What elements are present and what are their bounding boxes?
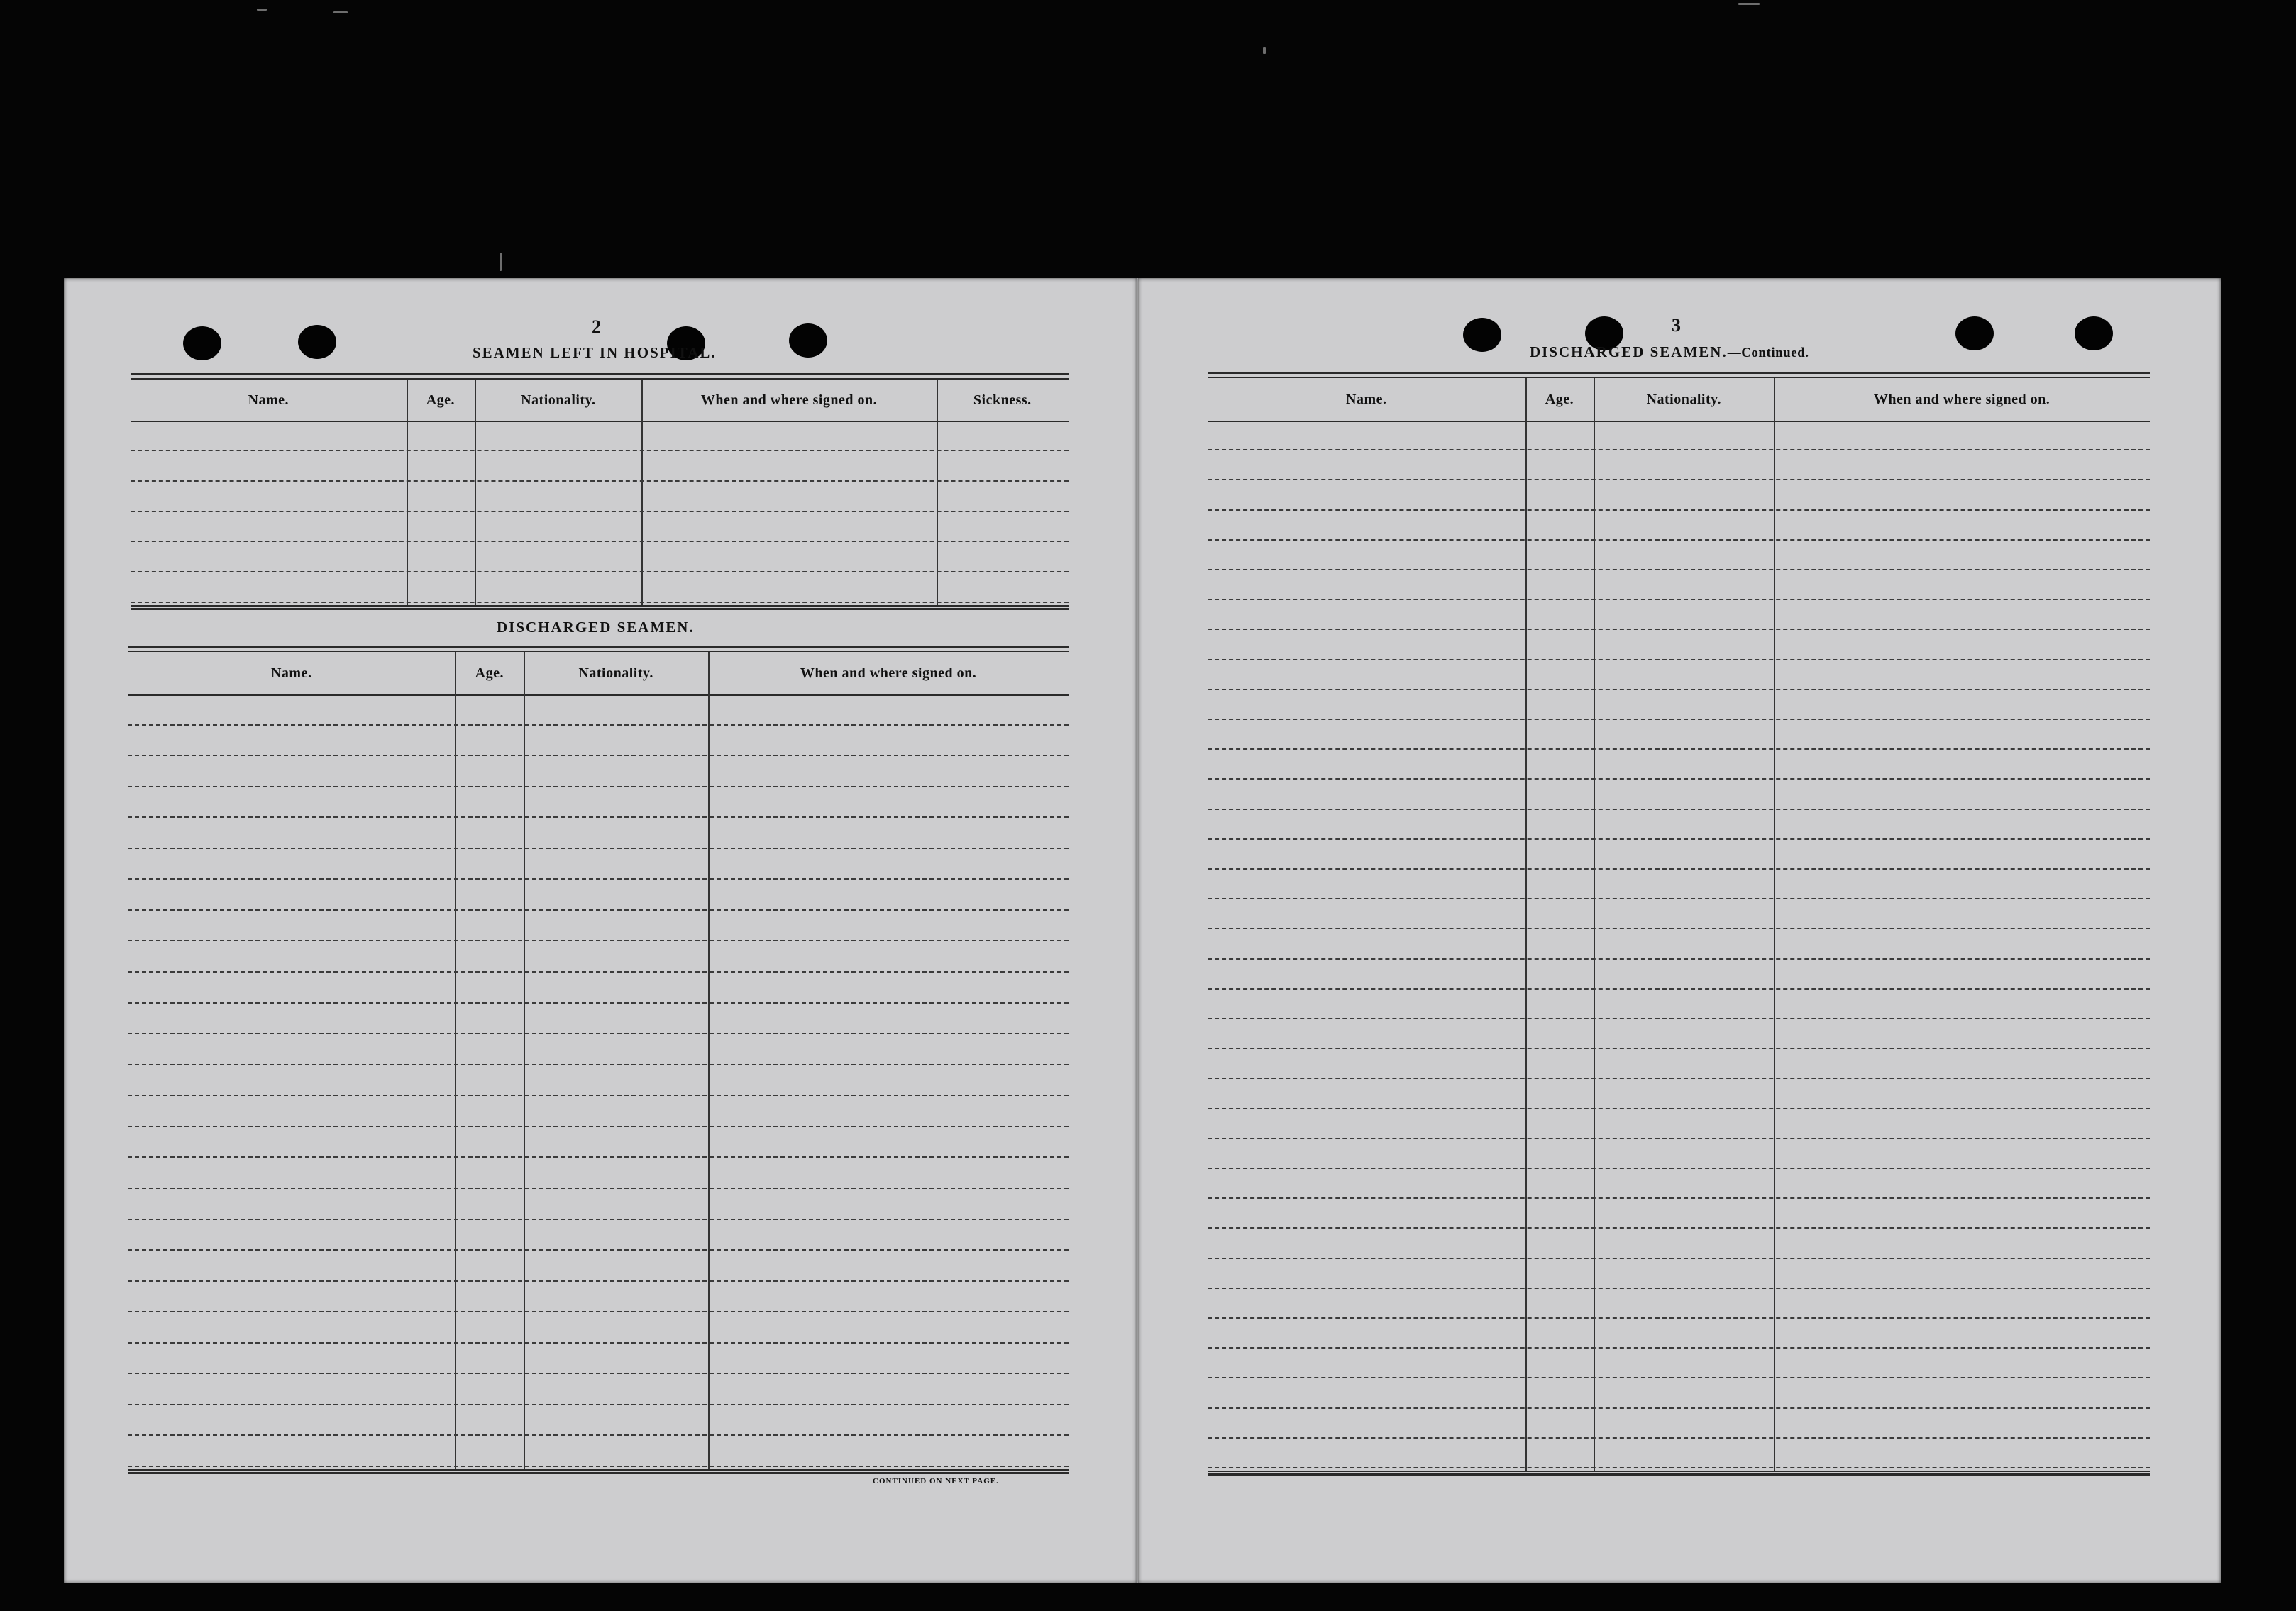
row-line [1208,1138,2150,1139]
hospital-table [131,373,1069,610]
punch-hole [789,323,827,358]
table-bottom-rule [1208,1471,2150,1476]
table-header-row [128,652,1069,696]
row-line [128,786,1069,787]
row-line [1208,599,2150,600]
title-suffix: —Continued. [1727,345,1809,360]
row-line [128,1064,1069,1065]
discharged-continued-title [1530,343,1809,361]
column-header-nationality: Nationality. [521,392,596,408]
row-line [1208,449,2150,450]
scan-speck [333,11,348,13]
row-line [128,971,1069,973]
row-line [1208,1078,2150,1079]
row-line [128,1156,1069,1158]
row-line [1208,898,2150,899]
table-top-rule [131,373,1069,380]
row-line [1208,1048,2150,1049]
discharged-section-title: DISCHARGED SEAMEN. [497,619,695,636]
row-line [1208,1018,2150,1019]
row-line [128,1188,1069,1189]
row-line [1208,1258,2150,1259]
row-line [1208,838,2150,840]
table-top-rule [1208,372,2150,378]
row-line [1208,1467,2150,1468]
row-line [1208,1227,2150,1229]
table-bottom-rule [128,1469,1069,1474]
column-header-name: Name. [270,665,312,681]
column-divider [1525,378,1527,1472]
column-header-age: Age. [1545,391,1574,407]
row-line [131,541,1069,542]
row-line [128,1219,1069,1220]
column-header-age: Age. [475,665,504,681]
punch-hole [1463,318,1501,352]
row-line [1208,1288,2150,1289]
row-line [1208,1108,2150,1109]
row-line [128,1280,1069,1282]
row-line [131,602,1069,603]
row-line [1208,748,2150,750]
scan-speck [257,9,267,11]
discharged-continued-table [1208,372,2150,1476]
row-line [131,450,1069,451]
row-line [128,724,1069,726]
row-line [1208,1347,2150,1349]
row-line [128,1095,1069,1096]
page-number: 2 [592,316,602,337]
column-header-name: Name. [248,392,289,408]
row-line [128,878,1069,880]
row-line [128,1249,1069,1251]
row-line [1208,569,2150,570]
row-line [128,1434,1069,1436]
row-line [1208,928,2150,929]
row-line [131,571,1069,572]
row-line [1208,539,2150,541]
title-main: DISCHARGED SEAMEN. [1530,343,1728,360]
row-line [131,511,1069,512]
column-header-sickness: Sickness. [973,392,1032,408]
row-line [128,755,1069,756]
row-line [128,909,1069,911]
row-line [131,480,1069,482]
hospital-section-title: SEAMEN LEFT IN HOSPITAL. [473,344,717,361]
column-header-nationality: Nationality. [1646,391,1722,407]
table-header-row [1208,378,2150,422]
punch-hole [1955,316,1994,350]
row-line [128,940,1069,941]
column-divider [1594,378,1595,1472]
column-header-when-and-where-signed-on: When and where signed on. [800,665,977,681]
continued-note: CONTINUED ON NEXT PAGE. [873,1477,999,1485]
row-line [128,1002,1069,1004]
row-line [1208,629,2150,630]
row-line [1208,689,2150,690]
row-line [128,1466,1069,1467]
discharged-table [128,646,1069,1474]
row-line [1208,868,2150,870]
row-line [1208,778,2150,780]
row-line [128,1311,1069,1312]
punch-hole [298,325,336,359]
row-line [1208,1437,2150,1439]
table-top-rule [128,646,1069,652]
column-divider [708,652,710,1471]
column-divider [455,652,456,1471]
row-line [128,1342,1069,1344]
scan-speck [500,253,502,271]
row-line [128,848,1069,849]
row-line [1208,1407,2150,1409]
row-line [1208,1168,2150,1169]
column-header-nationality: Nationality. [578,665,653,681]
column-header-when-and-where-signed-on: When and where signed on. [700,392,878,408]
column-divider [1774,378,1775,1472]
column-header-age: Age. [426,392,456,408]
row-line [1208,1317,2150,1319]
row-line [1208,1377,2150,1378]
row-line [1208,988,2150,990]
row-line [1208,659,2150,660]
row-line [128,1126,1069,1127]
punch-hole [2075,316,2113,350]
row-line [128,1404,1069,1405]
column-header-name: Name. [1346,391,1387,407]
left-page [64,278,1137,1583]
scan-speck [1263,47,1266,54]
table-bottom-rule [131,605,1069,610]
row-line [1208,479,2150,480]
row-line [1208,958,2150,960]
punch-hole [183,326,221,360]
column-divider [524,652,525,1471]
table-header-row [131,380,1069,422]
row-line [1208,1197,2150,1199]
row-line [128,816,1069,818]
row-line [128,1373,1069,1374]
right-page [1137,278,2221,1583]
page-number: 3 [1672,315,1682,336]
row-line [128,1033,1069,1034]
column-header-when-and-where-signed-on: When and where signed on. [1873,391,2051,407]
scan-speck [1738,3,1760,5]
row-line [1208,509,2150,511]
row-line [1208,719,2150,720]
row-line [1208,809,2150,810]
